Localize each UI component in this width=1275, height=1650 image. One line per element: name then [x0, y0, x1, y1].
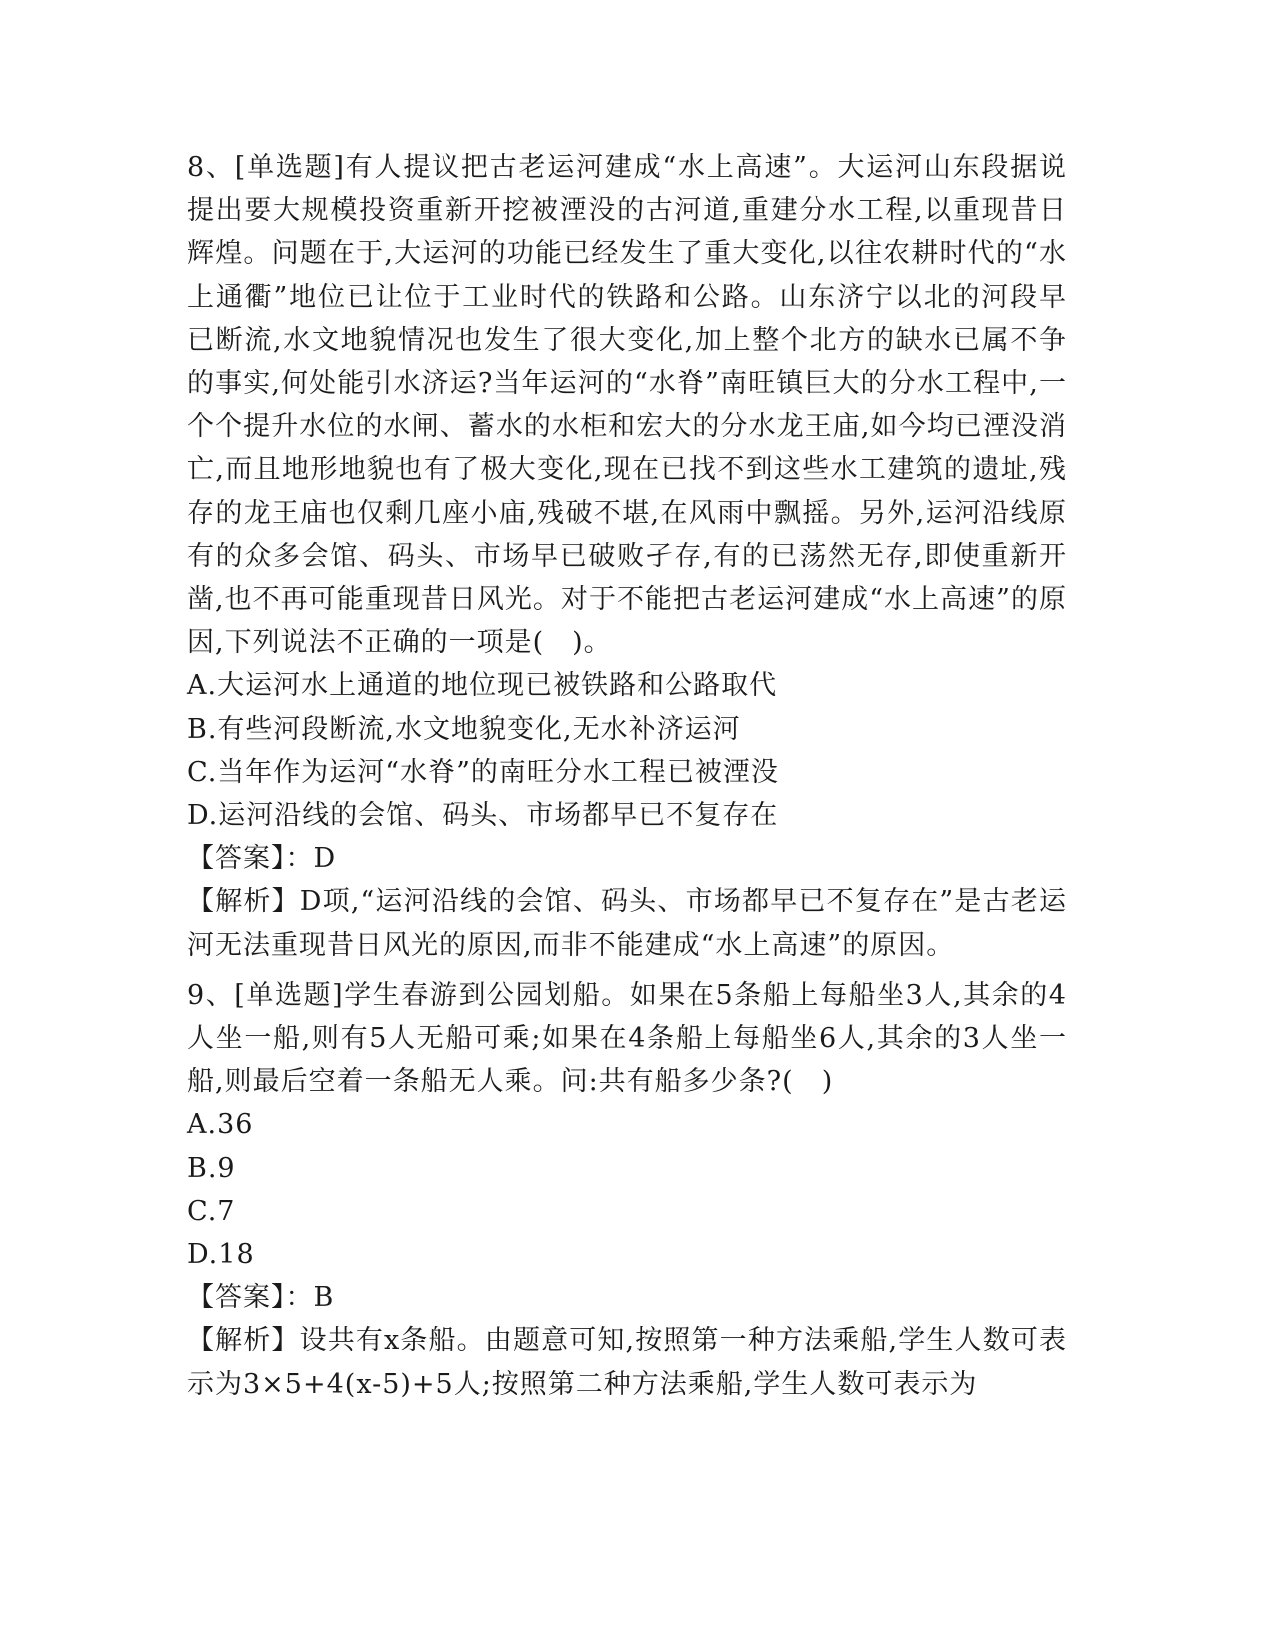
document-content: [187, 146, 1067, 1406]
analysis: 【解析】设共有x条船。由题意可知,按照第一种方法乘船,学生人数可表示为3×5+4(x-5)+5人;按照第二种方法乘船,学生人数可表示为: [187, 1325, 1067, 1400]
option-b: B.有些河段断流,水文地貌变化,无水补济运河: [187, 713, 741, 745]
option-d: D.运河沿线的会馆、码头、市场都早已不复存在: [187, 800, 779, 832]
option-c: C.当年作为运河“水脊”的南旺分水工程已被湮没: [187, 756, 779, 788]
question-stem: 8、[单选题]有人提议把古老运河建成“水上高速”。大运河山东段据说提出要大规模投资重新开挖被湮没的古河道,重建分水工程,以重现昔日辉煌。问题在于,大运河的功能已经发生了重大变化,以往农耕时代的“水上通衢”地位已让位于工业时代的铁路和公路。山东济宁以北的河段早已断流,水文地貌情况也发生了很大变化,加上整个北方的缺水已属不争的事实,何处能引水济运?当年运河的“水脊”南旺镇巨大的分水工程中,一个个提升水位的水闸、蓄水的水柜和宏大的分水龙王庙,如今均已湮没消亡,而且地形地貌也有了极大变化,现在已找不到这些水工建筑的遗址,残存的龙王庙也仅剩几座小庙,残破不堪,在风雨中飘摇。另外,运河沿线原有的众多会馆、码头、市场早已破败孑存,有的已荡然无存,即使重新开凿,也不再可能重现昔日风光。对于不能把古老运河建成“水上高速”的原因,下列说法不正确的一项是( )。: [187, 152, 1067, 659]
answer: 【答案】：D: [187, 843, 337, 875]
option-a: A.36: [187, 1109, 254, 1141]
answer: 【答案】：B: [187, 1282, 335, 1314]
option-a: A.大运河水上通道的地位现已被铁路和公路取代: [187, 670, 778, 702]
question-stem: 9、[单选题]学生春游到公园划船。如果在5条船上每船坐3人,其余的4人坐一船,则有5人无船可乘;如果在4条船上每船坐6人,其余的3人坐一船,则最后空着一条船无人乘。问:共有船多少条?( ): [187, 979, 1067, 1098]
analysis: 【解析】D项,“运河沿线的会馆、码头、市场都早已不复存在”是古老运河无法重现昔日风光的原因,而非不能建成“水上高速”的原因。: [187, 886, 1067, 961]
question-8: [187, 146, 1067, 967]
option-c: C.7: [187, 1195, 236, 1227]
option-d: D.18: [187, 1239, 255, 1271]
option-b: B.9: [187, 1152, 236, 1184]
question-9: [187, 974, 1067, 1406]
